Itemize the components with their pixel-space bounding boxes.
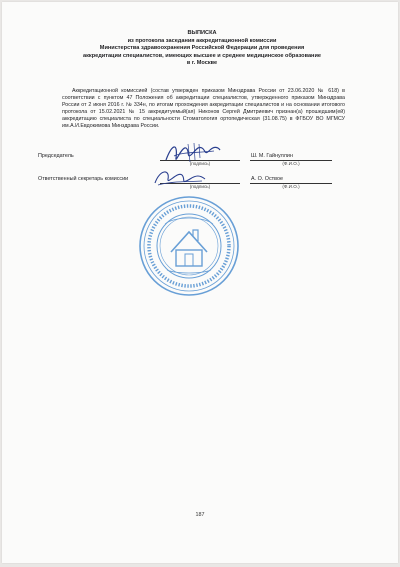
document-header bbox=[62, 30, 342, 68]
header-line-4: в г. Москве bbox=[186, 60, 218, 67]
secretary-role-label: Ответственный секретарь комиссии bbox=[38, 176, 129, 182]
secretary-name-caption: (Ф.И.О.) bbox=[282, 184, 300, 189]
chair-name-caption: (Ф.И.О.) bbox=[282, 161, 300, 166]
secretary-name: А. О. Оствое bbox=[251, 176, 283, 182]
header-line-1: из протокола заседания аккредитационной комиссии bbox=[127, 37, 277, 44]
secretary-handwritten-signature bbox=[152, 165, 208, 191]
document-page bbox=[2, 2, 398, 563]
chair-signature-caption: (подпись) bbox=[189, 161, 211, 166]
header-line-3: аккредитации специалистов, имеющих высшее и среднее медицинское образование bbox=[82, 52, 321, 59]
header-line-2: Министерства здравоохранения Российской Федерации для проведения bbox=[99, 45, 305, 52]
chair-handwritten-signature bbox=[162, 138, 222, 168]
decision-paragraph: Аккредитационной комиссией (состав утвержден приказом Минздрава России от 23.06.2020 № 618) в соответствии с пунктом 47 Положения об аккредитации специалистов, утвержденного приказом Минздрава России от 2 июня 2016 г. № 334н, по итогам прохождения аккредитации специалистов и на основании итогового протокола от 15.02.2021 № 15 аккредитуемый(ая) Никонов Сергей Дмитриевич признан(а) прошедшим(ей) аккредитацию специалиста по специальности Стоматология ортопедическая (31.08.75) в ФГБОУ ВО МГМСУ им.А.И.Евдокимова Минздрава России. bbox=[62, 88, 345, 130]
chair-role-label: Председатель bbox=[38, 153, 74, 159]
page-number: 187 bbox=[195, 512, 205, 518]
document-title: ВЫПИСКА bbox=[187, 30, 217, 36]
secretary-signature-caption: (подпись) bbox=[189, 184, 211, 189]
chair-name: Ш. М. Гайнуллин bbox=[251, 153, 293, 159]
round-stamp-seal-icon bbox=[137, 194, 241, 298]
